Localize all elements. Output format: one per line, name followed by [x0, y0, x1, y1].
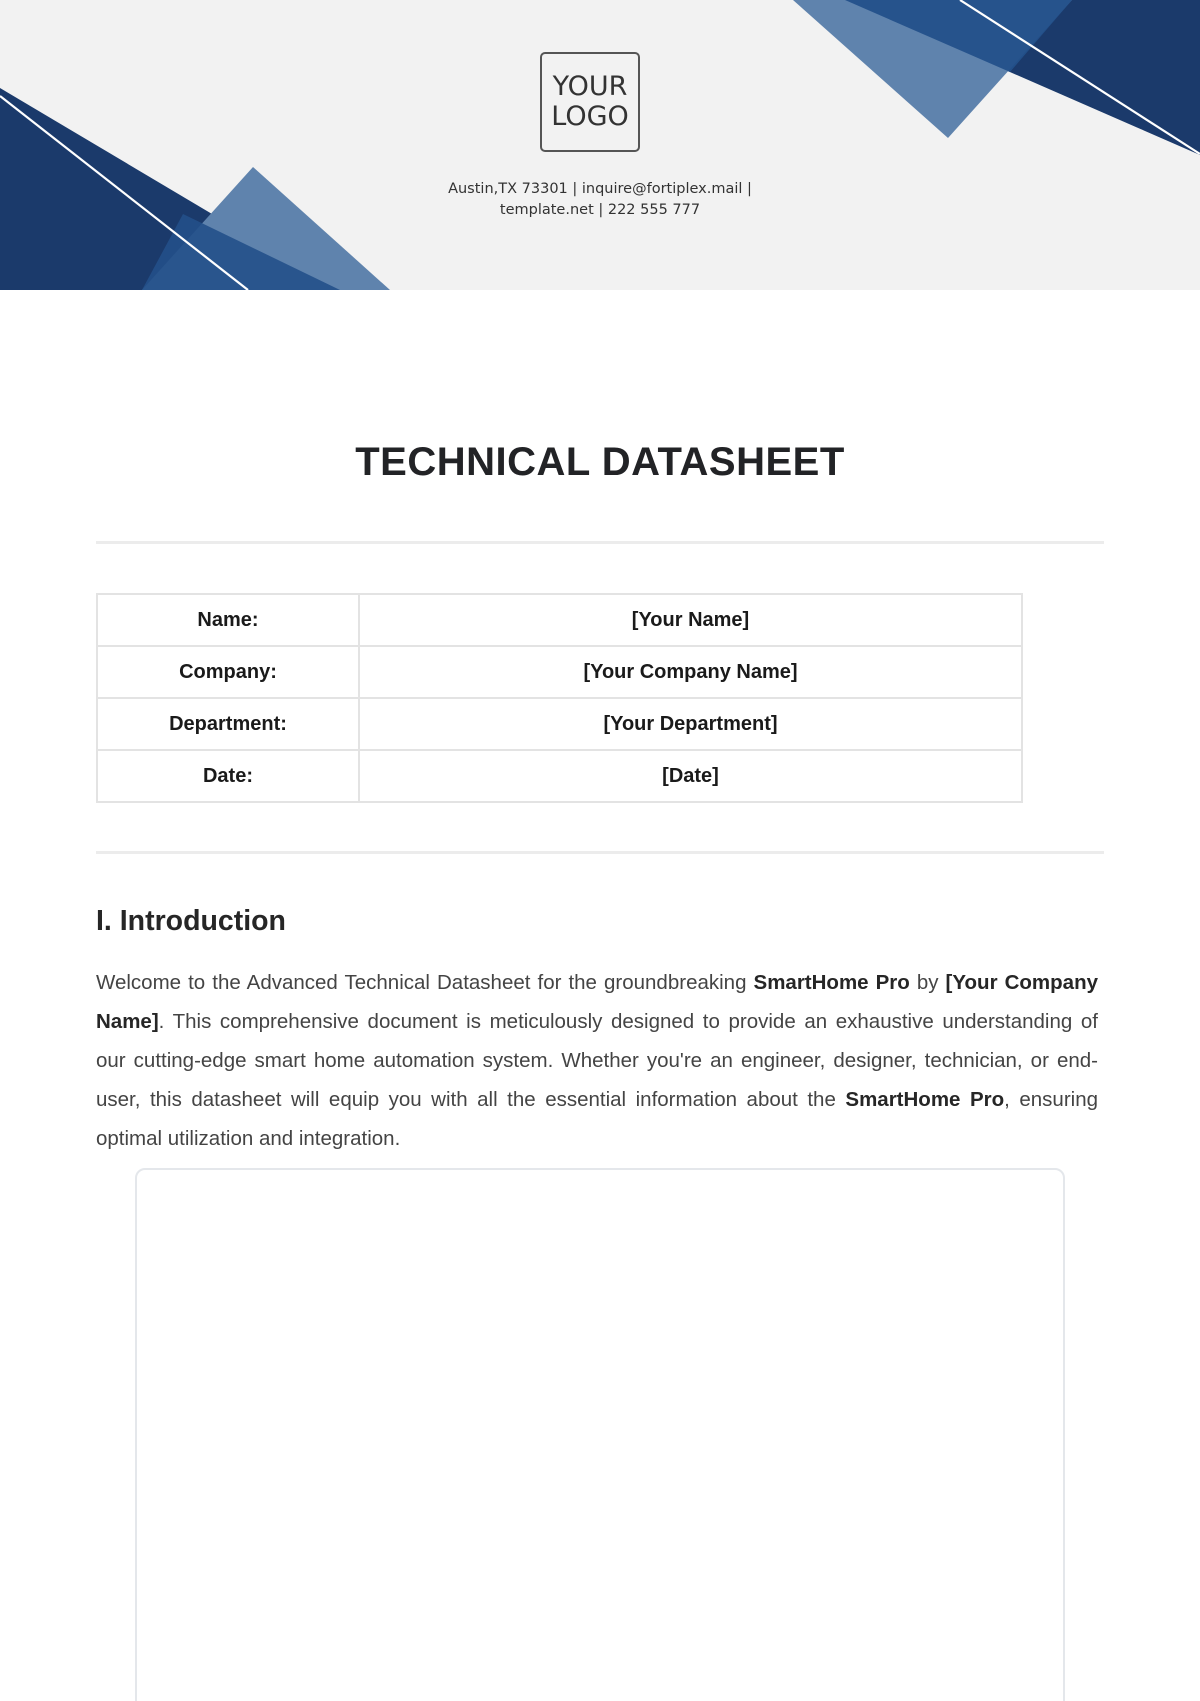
logo-text-line2: LOGO [551, 101, 629, 132]
introduction-paragraph [96, 963, 1098, 1158]
image-placeholder-frame [135, 1168, 1065, 1701]
info-value-company[interactable]: [Your Company Name] [359, 646, 1022, 698]
divider-bottom [96, 851, 1104, 854]
intro-bold-product: SmartHome Pro [753, 971, 910, 994]
info-value-department[interactable]: [Your Department] [359, 698, 1022, 750]
table-row [97, 750, 1022, 802]
contact-line-1: Austin,TX 73301 | inquire@fortiplex.mail | [448, 181, 752, 197]
contact-line-2: template.net | 222 555 777 [499, 202, 701, 218]
info-value-date[interactable]: [Date] [359, 750, 1022, 802]
info-label-name: Name: [97, 594, 359, 646]
info-label-date: Date: [97, 750, 359, 802]
intro-bold-company: [Your Company Name] [96, 971, 1098, 1033]
contact-info [0, 179, 1200, 221]
section-heading-introduction: I. Introduction [96, 905, 286, 937]
logo-text-line1: YOUR [552, 71, 628, 102]
info-label-department: Department: [97, 698, 359, 750]
document-title: TECHNICAL DATASHEET [355, 440, 845, 484]
intro-text-1: Welcome to the Advanced Technical Datasheet for the groundbreaking [96, 971, 754, 994]
table-row [97, 646, 1022, 698]
letterhead-banner [0, 0, 1200, 290]
table-row [97, 594, 1022, 646]
divider-top [96, 541, 1104, 544]
info-label-company: Company: [97, 646, 359, 698]
table-row [97, 698, 1022, 750]
intro-bold-product-2: SmartHome Pro [845, 1088, 1005, 1111]
intro-text-4: , ensuring optimal utilization and integration. [96, 1088, 1099, 1150]
intro-text-3: . This comprehensive document is meticulously designed to provide an exhaustive understanding of our cutting-edge smart home automation system. Whether you're an engineer, designer, technician, or end-user, this datasheet will equip you with all the essential information about the [96, 1010, 1098, 1111]
logo-placeholder [540, 52, 640, 152]
info-value-name[interactable]: [Your Name] [359, 594, 1022, 646]
info-table [96, 593, 1023, 803]
intro-text-2: by [909, 971, 946, 994]
